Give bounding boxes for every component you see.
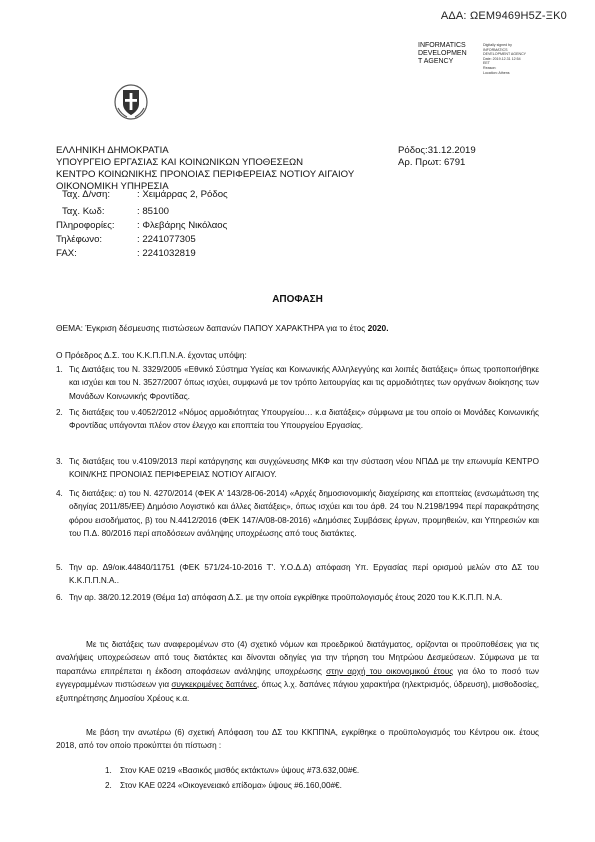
org-department: ΟΙΚΟΝΟΜΙΚΗ ΥΠΗΡΕΣΙΑ <box>56 181 169 192</box>
paragraph-budget: Με βάση την ανωτέρω (6) σχετική Απόφαση του ΔΣ του ΚΚΠΠΝΑ, εγκρίθηκε ο προϋπολογισμός του Κέντρου οικ. έτους 2018, από τον οποίο προκύπτει ότι πίστωση : <box>56 728 539 751</box>
list-item-number: 4. <box>56 489 63 498</box>
document-date: Ρόδος:31.12.2019 <box>398 145 476 156</box>
org-country: ΕΛΛΗΝΙΚΗ ΔΗΜΟΚΡΑΤΙΑ <box>56 145 169 156</box>
signature-detail-line: Location: Athens <box>483 70 510 75</box>
document-title: ΑΠΟΦΑΣΗ <box>272 294 323 305</box>
protocol-number: Αρ. Πρωτ: 6791 <box>398 157 466 168</box>
paragraph-underlined-text: στην αρχή του οικονομικού έτους <box>326 666 454 676</box>
digital-signature-details <box>483 43 543 75</box>
budget-item-text: Στον ΚΑΕ 0224 «Οικογενειακό επίδομα» ύψους #6.160,00#€. <box>120 781 342 790</box>
signature-detail-line: DEVELOPMENT AGENCY <box>483 52 527 57</box>
org-center: ΚΕΝΤΡΟ ΚΟΙΝΩΝΙΚΗΣ ΠΡΟΝΟΙΑΣ ΠΕΡΙΦΕΡΕΙΑΣ ΝΟΤΙΟΥ ΑΙΓΑΙΟΥ <box>56 169 355 180</box>
list-item-number: 5. <box>56 563 63 572</box>
greek-emblem-icon <box>114 82 148 120</box>
contact-label: Ταχ. Δ/νση: <box>62 189 110 200</box>
paragraph-text: Με τις διατάξεις των αναφερομένων στο (4) σχετικό νόμων και προεδρικού διατάγματος, ορίζονται οι προϋποθέσεις για τις αναλήψεις υποχρεώσεων από τους διατάκτες και δίνονται οδηγίες για την τήρηση του Μητρώου Δεσμεύσεων. Σύμφωνα με τα παραπάνω επιτρέπεται η έκδοση αποφάσεων ανάληψης υποχρέωσης <box>56 640 539 676</box>
contact-label: FAX: <box>56 248 77 259</box>
list-item <box>56 487 539 541</box>
list-item-text: Τις διατάξεις του ν.4109/2013 περί κατάργησης και συγχώνευσης ΜΚΦ και την σύσταση νέου ΝΠΔΔ με την επωνυμία ΚΕΝΤΡΟ ΚΟΙΝ/ΚΗΣ ΠΡΟΝΟΙΑΣ ΠΕΡΙΦΕΡΕΙΑΣ ΝΟΤΙΟΥ ΑΙΓΑΙΟΥ. <box>69 457 539 480</box>
list-item-text: Την αρ. Δ9/οικ.44840/11751 (ΦΕΚ 571/24-10-2016 Τ'. Υ.Ο.Δ.Δ) απόφαση Υπ. Εργασίας περί ορισμού μελών στο ΔΣ του Κ.Κ.Π.Π.Ν.Α.. <box>69 563 539 586</box>
list-item <box>56 363 539 403</box>
signature-detail-line: INFORMATICS <box>483 47 508 52</box>
paragraph-text: , όπως λ.χ. δαπάνες πάγιου χαρακτήρα (ηλεκτρισμός, ύδρευση), μισθοδοσίες, εξυπηρέτησης Δημοσίου Χρέους κ.α. <box>56 680 539 703</box>
list-item-number: 2. <box>56 408 63 417</box>
signature-detail-line: Reason: <box>483 65 497 70</box>
ada-code: ΑΔΑ: ΩΕΜ9469Η5Ζ-ΞΚ0 <box>440 10 567 22</box>
signature-org-line: T AGENCY <box>418 58 454 65</box>
list-item-number: 1. <box>56 365 63 374</box>
subject-text: ΘΕΜΑ: Έγκριση δέσμευσης πιστώσεων δαπανών ΠΑΠΟΥ ΧΑΡΑΚΤΗΡΑ για το έτος <box>56 323 368 333</box>
contact-value: : Φλεβάρης Νικόλαος <box>137 220 228 231</box>
signature-detail-line: Digitally signed by <box>483 43 512 47</box>
intro-line: Ο Πρόεδρος Δ.Σ. του Κ.Κ.Π.Π.Ν.Α. έχοντας υπόψη: <box>56 350 247 360</box>
subject-line <box>56 323 389 333</box>
list-item-text: Την αρ. 38/20.12.2019 (Θέμα 1α) απόφαση Δ.Σ. με την οποία εγκρίθηκε προϋπολογισμός έτους 2020 του Κ.Κ.Π.Π. Ν.Α. <box>69 593 503 602</box>
org-ministry: ΥΠΟΥΡΓΕΙΟ ΕΡΓΑΣΙΑΣ ΚΑΙ ΚΟΙΝΩΝΙΚΩΝ ΥΠΟΘΕΣΕΩΝ <box>56 157 304 168</box>
list-item <box>56 406 539 433</box>
contact-label: Ταχ. Κωδ: <box>62 206 105 217</box>
budget-item-number: 1. <box>105 766 112 775</box>
list-item-number: 3. <box>56 457 63 466</box>
contact-value: : 2241032819 <box>137 248 196 259</box>
list-item-text: Τις διατάξεις του ν.4052/2012 «Νόμος αρμοδιότητας Υπουργείου… κ.α διατάξεις» σύμφωνα με του οποίο οι Μονάδες Κοινωνικής Φροντίδας υπάγονται πλέον στον έλεγχο και εποπτεία του Υπουργείου Εργασίας. <box>69 408 539 431</box>
budget-item-text: Στον ΚΑΕ 0219 «Βασικός μισθός εκτάκτων» ύψους #73.632,00#€. <box>120 766 360 775</box>
list-item-text: Τις Διατάξεις του Ν. 3329/2005 «Εθνικό Σύστημα Υγείας και Κοινωνικής Αλληλεγγύης και λοιπές διατάξεις» όπως τροποποιήθηκε και ισχύει και του Ν. 3527/2007 όπως ισχύει, συμφωνά με τον τρόπο λειτουργίας και τις αρμοδιότητες των οργάνων διοίκησης των Μονάδων Κοινωνικής Φροντίδας. <box>69 365 539 401</box>
list-item <box>56 455 539 482</box>
contact-value: : Χειμάρρας 2, Ρόδος <box>137 189 228 200</box>
signature-org-name <box>418 42 478 66</box>
contact-value: : 2241077305 <box>137 234 196 245</box>
contact-label: Τηλέφωνο: <box>56 234 103 245</box>
signature-org-line: INFORMATICS <box>418 42 466 49</box>
list-item <box>56 591 539 604</box>
paragraph-text: για όλο το ποσό των εγγεγραμμένων πιστώσεων για <box>56 666 539 690</box>
paragraph-underlined-text: συγκεκριμένες δαπάνες <box>171 680 257 690</box>
signature-detail-line: EET <box>483 61 490 66</box>
contact-value: : 85100 <box>137 206 170 217</box>
list-item-number: 6. <box>56 593 63 602</box>
contact-label: Πληροφορίες: <box>56 220 115 231</box>
budget-item-number: 2. <box>105 781 112 790</box>
list-item <box>56 561 539 588</box>
signature-org-line: DEVELOPMEN <box>418 50 467 57</box>
subject-year: 2020. <box>367 323 389 333</box>
list-item-text: Τις διατάξεις: α) του Ν. 4270/2014 (ΦΕΚ Α' 143/28-06-2014) «Αρχές δημοσιονομικής διαχείρισης και εποπτείας (ενσωμάτωση της οδηγίας 2011/85/ΕΕ) Δημόσιο Λογιστικό και άλλες διατάξεις», όπως ισχύει και του άρθ. 24 του Ν.2198/1994 περί παρακράτησης φόρου εισοδήματος, β) του Ν.4412/2016 (ΦΕΚ 147/Α/08-08-2016) «Δημόσιες Συμβάσεις έργων, προμηθειών, και Υπηρεσιών και του Π.Δ. 80/2016 περί αποδόσεων ανάληψης υποχρέωσης από τους διατάκτες. <box>69 489 539 539</box>
paragraph-commitments <box>56 638 539 705</box>
signature-detail-line: Date: 2019.12.31 12:54 <box>483 56 521 61</box>
